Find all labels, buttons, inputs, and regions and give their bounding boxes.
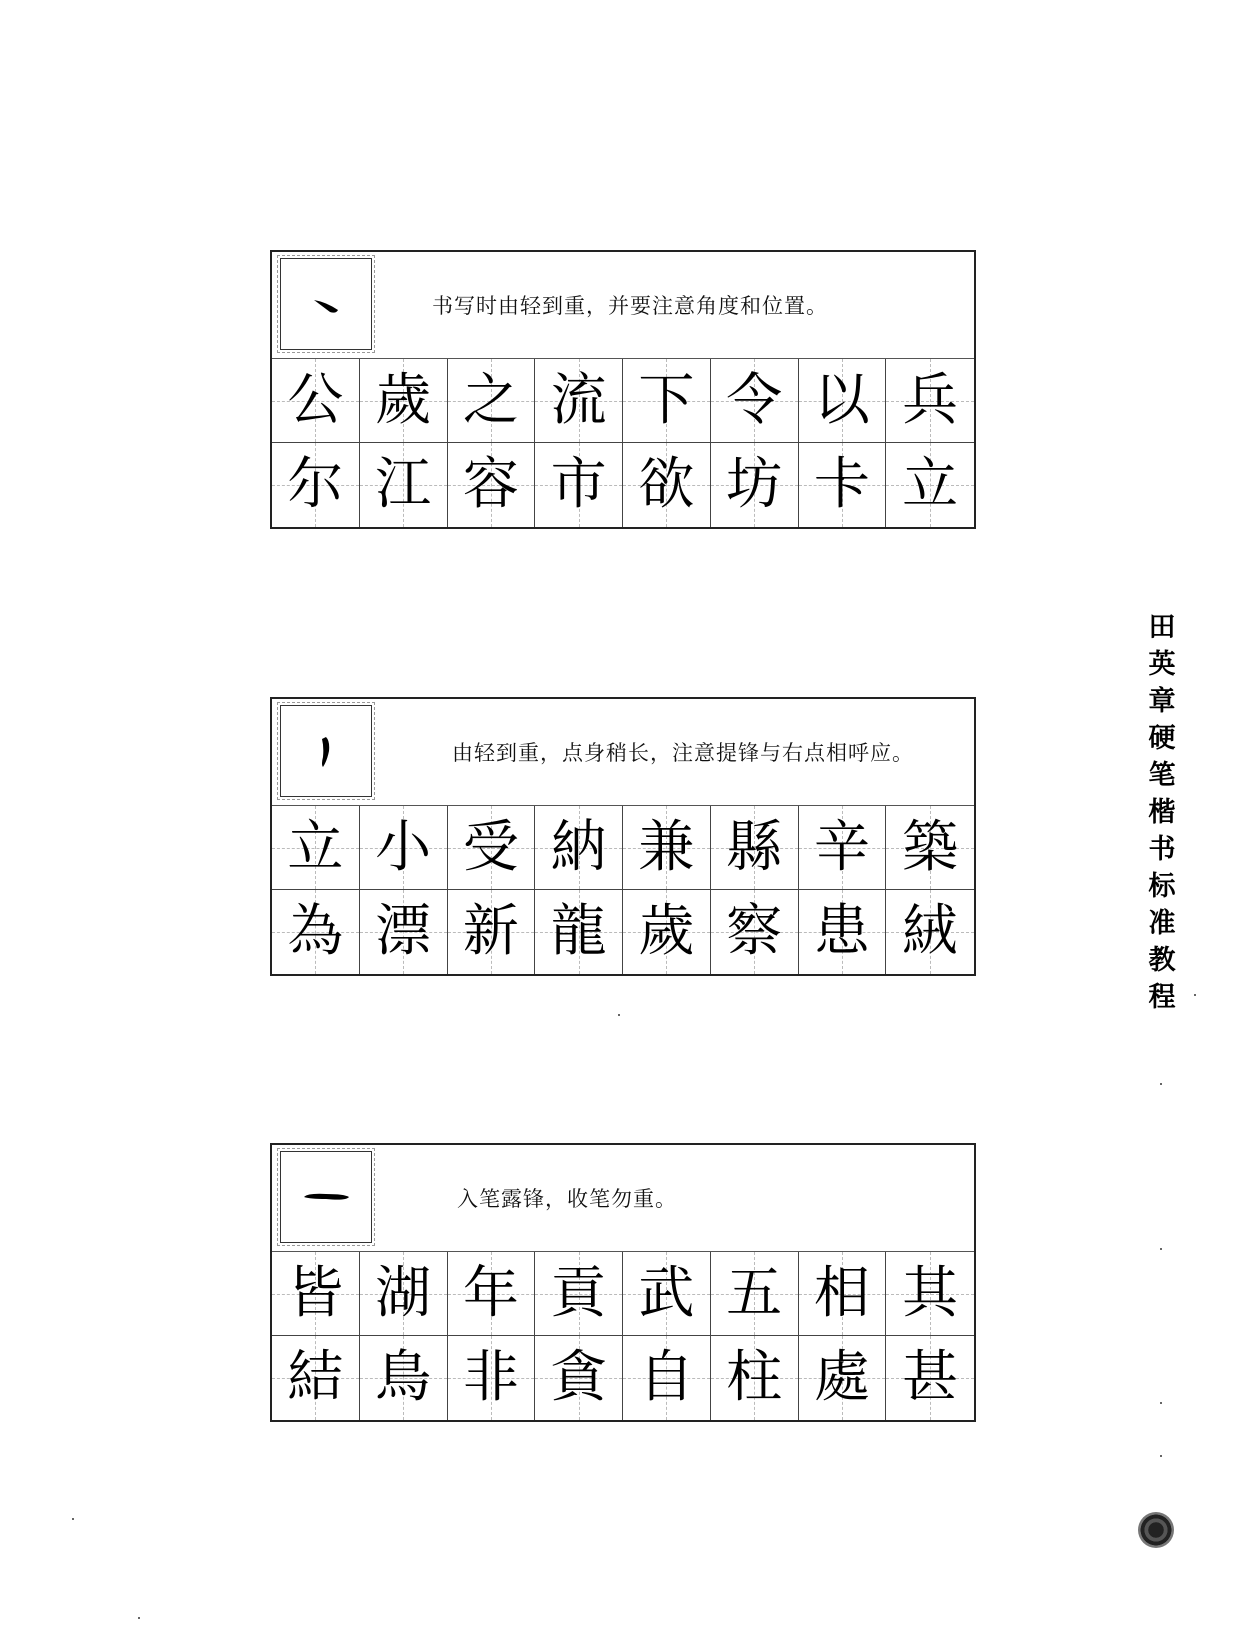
grid-cell: 立 — [886, 443, 974, 527]
instruction-text: 入笔露锋，收笔勿重。 — [457, 1187, 677, 1211]
section-header — [272, 1145, 974, 1252]
stroke-sample-box — [280, 705, 372, 797]
scan-speck — [1160, 1455, 1162, 1457]
grid-cell: 柱 — [711, 1336, 799, 1420]
grid-cell: 辛 — [799, 806, 887, 890]
stroke-sample-box — [280, 1151, 372, 1243]
instruction-text: 书写时由轻到重，并要注意角度和位置。 — [432, 294, 828, 318]
stroke-section-3 — [270, 1143, 976, 1422]
scan-speck — [1160, 1083, 1162, 1085]
grid-cell: 其 — [886, 1252, 974, 1336]
grid-cell: 兼 — [623, 806, 711, 890]
grid-cell: 處 — [799, 1336, 887, 1420]
grid-cell: 甚 — [886, 1336, 974, 1420]
horizontal-stroke-icon — [296, 1167, 356, 1227]
grid-cell: 令 — [711, 359, 799, 443]
scan-speck — [618, 1014, 620, 1016]
section-header — [272, 252, 974, 359]
grid-cell: 小 — [360, 806, 448, 890]
grid-cell: 市 — [535, 443, 623, 527]
grid-cell: 非 — [448, 1336, 536, 1420]
grid-cell: 歲 — [623, 890, 711, 974]
grid-cell: 下 — [623, 359, 711, 443]
grid-cell: 兵 — [886, 359, 974, 443]
grid-cell: 鳥 — [360, 1336, 448, 1420]
grid-cell: 江 — [360, 443, 448, 527]
stroke-section-1 — [270, 250, 976, 529]
scan-speck — [72, 1518, 74, 1520]
grid-cell: 以 — [799, 359, 887, 443]
grid-cell: 五 — [711, 1252, 799, 1336]
instruction-text: 由轻到重，点身稍长，注意提锋与右点相呼应。 — [452, 741, 914, 765]
grid-cell: 武 — [623, 1252, 711, 1336]
grid-cell: 察 — [711, 890, 799, 974]
grid-cell: 築 — [886, 806, 974, 890]
grid-cell: 貪 — [535, 1336, 623, 1420]
grid-cell: 漂 — [360, 890, 448, 974]
grid-cell: 之 — [448, 359, 536, 443]
grid-cell: 相 — [799, 1252, 887, 1336]
grid-cell: 公 — [272, 359, 360, 443]
scan-speck — [1160, 1248, 1162, 1250]
grid-cell: 自 — [623, 1336, 711, 1420]
scan-speck — [1160, 1402, 1162, 1404]
grid-cell: 縣 — [711, 806, 799, 890]
grid-cell: 龍 — [535, 890, 623, 974]
stroke-section-2 — [270, 697, 976, 976]
grid-cell: 新 — [448, 890, 536, 974]
character-grid — [272, 1252, 974, 1420]
section-header — [272, 699, 974, 806]
stroke-sample-box — [280, 258, 372, 350]
grid-cell: 坊 — [711, 443, 799, 527]
grid-cell: 尔 — [272, 443, 360, 527]
grid-cell: 卡 — [799, 443, 887, 527]
grid-cell: 歲 — [360, 359, 448, 443]
grid-cell: 結 — [272, 1336, 360, 1420]
grid-cell: 貢 — [535, 1252, 623, 1336]
left-dot-stroke-icon — [296, 721, 356, 781]
dot-stroke-icon — [296, 274, 356, 334]
grid-cell: 湖 — [360, 1252, 448, 1336]
grid-cell: 立 — [272, 806, 360, 890]
character-grid — [272, 359, 974, 527]
grid-cell: 欲 — [623, 443, 711, 527]
vertical-book-title: 田 英 章 硬 笔 楷 书 标 准 教 程 — [1148, 612, 1176, 1014]
character-grid — [272, 806, 974, 974]
grid-cell: 年 — [448, 1252, 536, 1336]
seal-stamp-icon — [1138, 1512, 1174, 1548]
grid-cell: 皆 — [272, 1252, 360, 1336]
grid-cell: 受 — [448, 806, 536, 890]
grid-cell: 絨 — [886, 890, 974, 974]
grid-cell: 患 — [799, 890, 887, 974]
scan-speck — [138, 1617, 140, 1619]
grid-cell: 納 — [535, 806, 623, 890]
grid-cell: 為 — [272, 890, 360, 974]
scan-speck — [1194, 994, 1196, 996]
grid-cell: 流 — [535, 359, 623, 443]
grid-cell: 容 — [448, 443, 536, 527]
